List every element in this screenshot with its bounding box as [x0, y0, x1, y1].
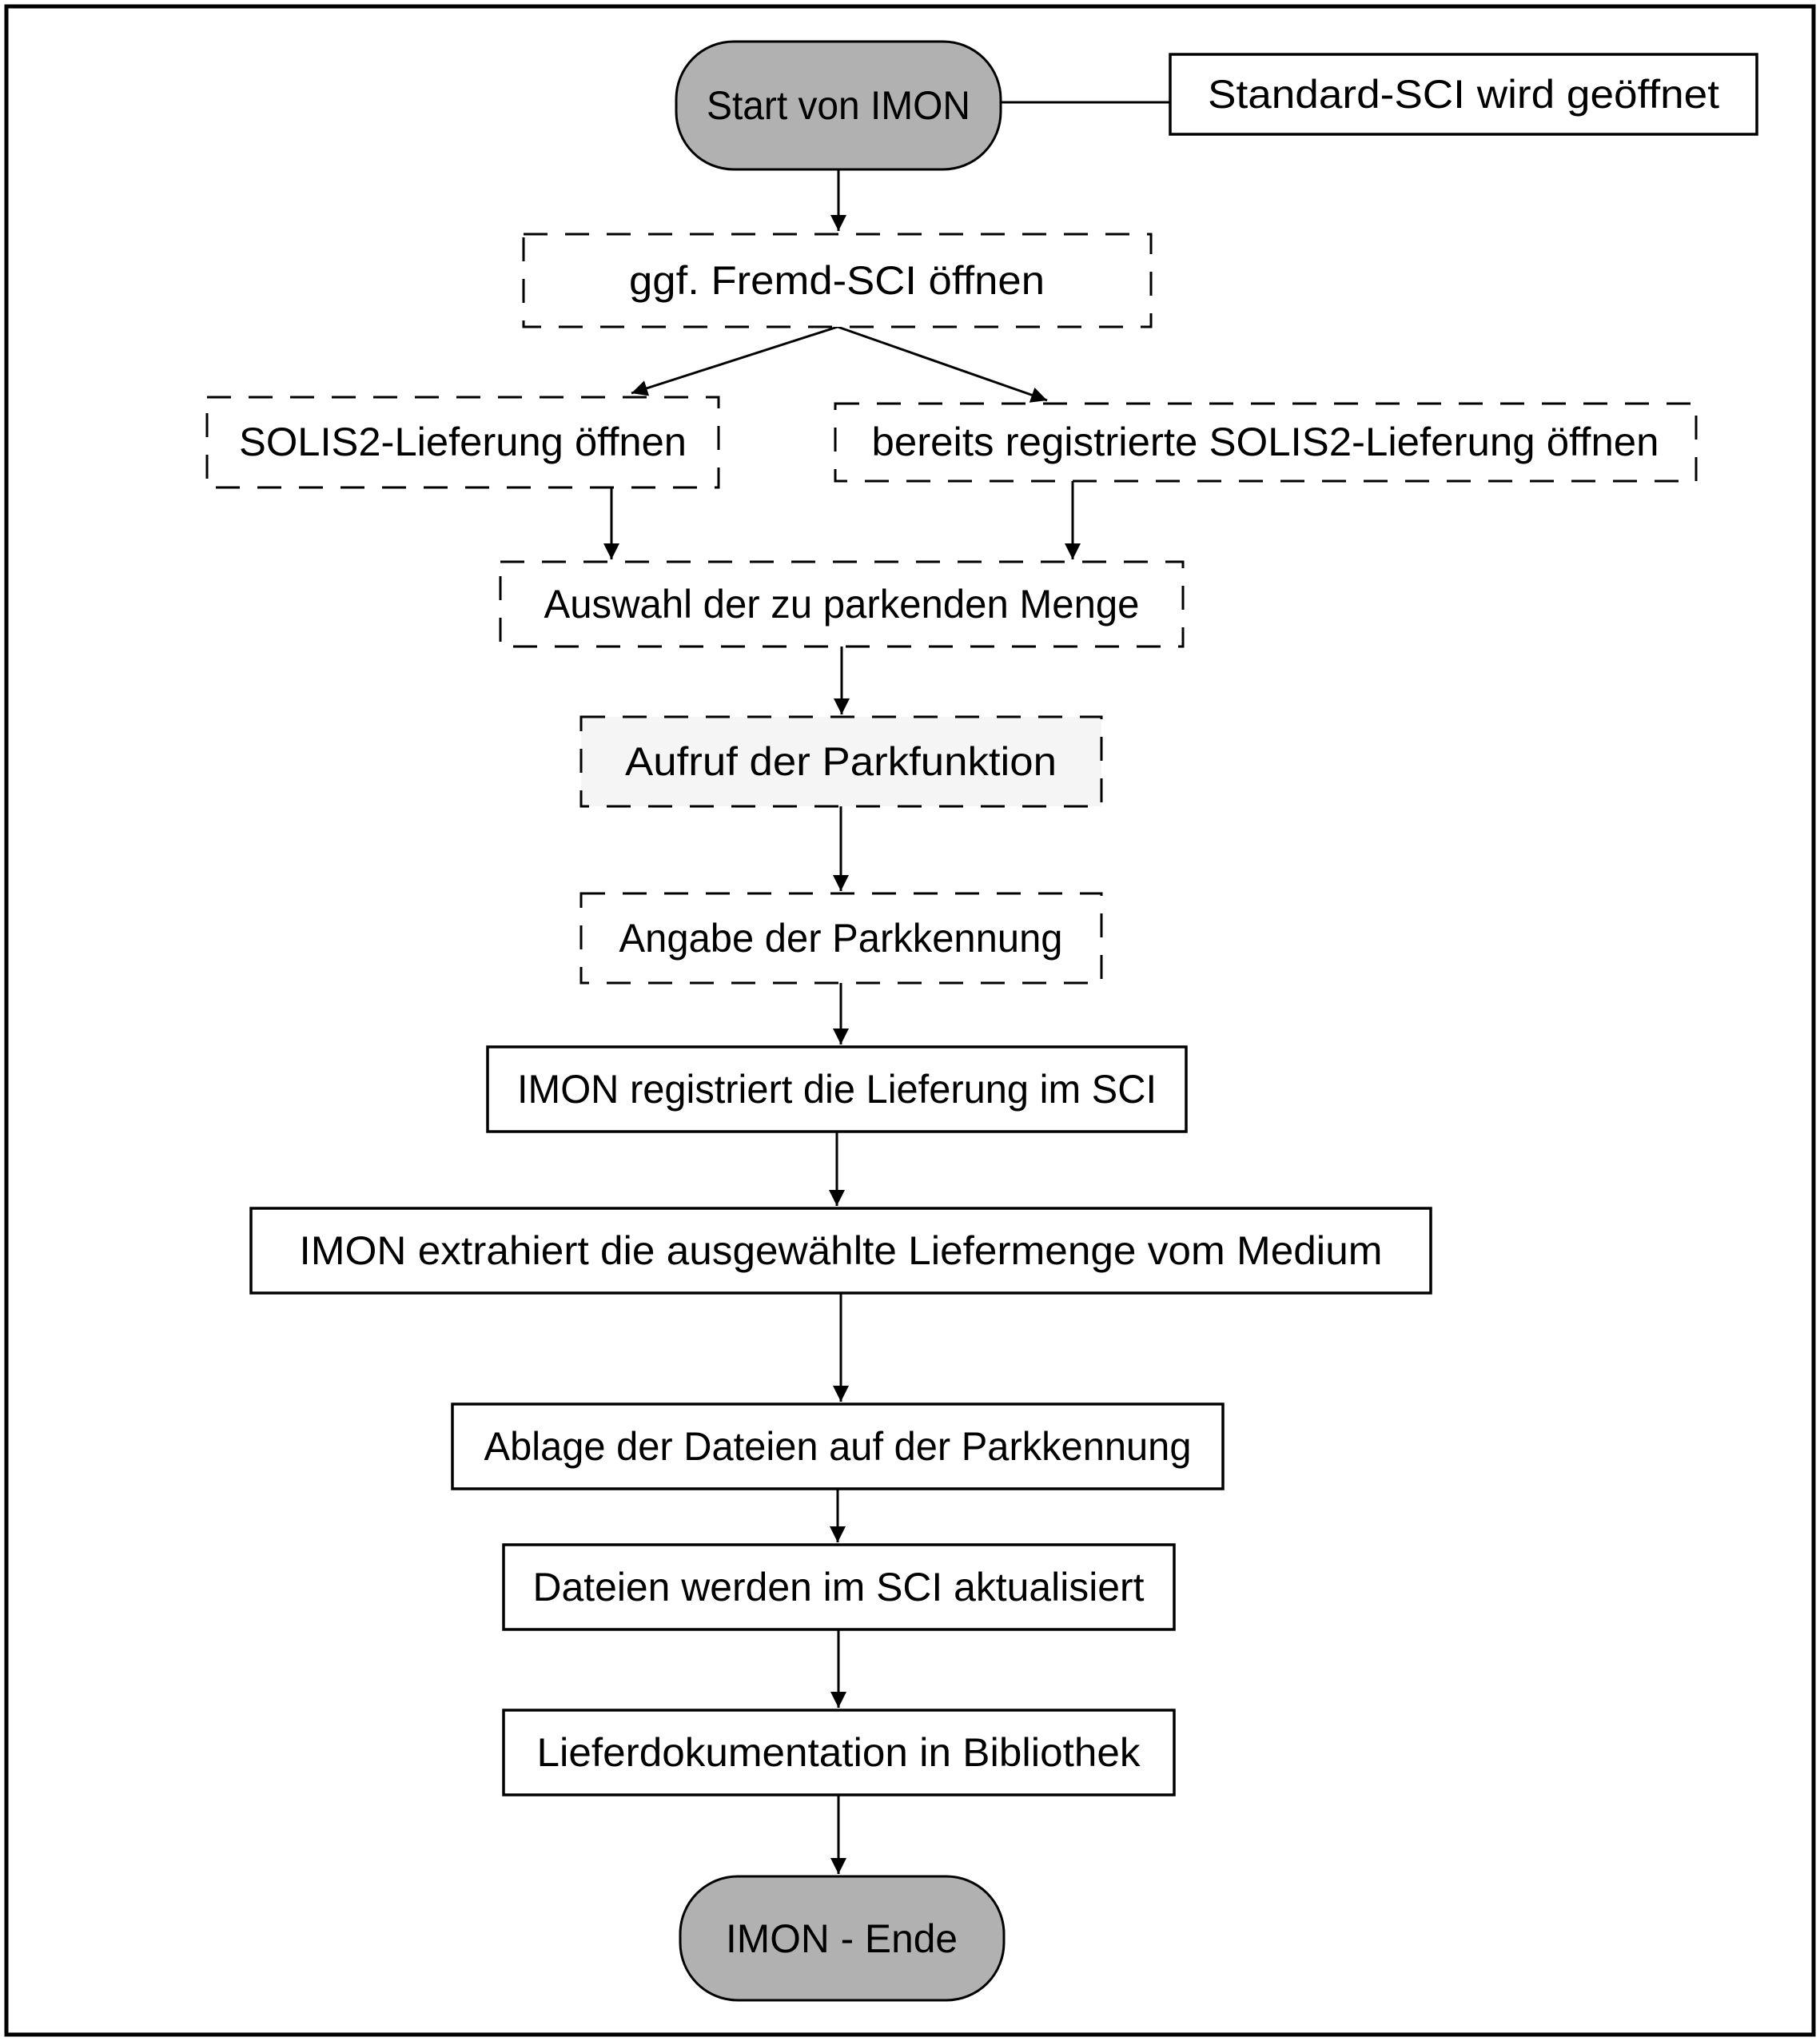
start-node: [676, 42, 1001, 169]
fremd-sci-node: [524, 234, 1151, 327]
dateien-aktualisiert-label: Dateien werden im SCI aktualisiert: [532, 1565, 1145, 1609]
end-node: [680, 1876, 1004, 2000]
arrow-fremd-sci-to-solis2-open: [631, 327, 838, 393]
solis2-open-label: SOLIS2-Lieferung öffnen: [239, 420, 687, 464]
arrow-fremd-sci-to-solis2-registered-open: [838, 327, 1047, 400]
auswahl-menge-label: Auswahl der zu parkenden Menge: [544, 582, 1140, 627]
end-node-label: IMON - Ende: [726, 1916, 958, 1961]
lieferdokumentation-label: Lieferdokumentation in Bibliothek: [536, 1730, 1141, 1775]
solis2-registered-open-node: [835, 404, 1696, 481]
standard-sci-node: [1170, 54, 1757, 134]
aufruf-parkfunktion-node: [581, 717, 1101, 806]
fremd-sci-label: ggf. Fremd-SCI öffnen: [629, 258, 1045, 303]
angabe-parkkennung-label: Angabe der Parkkennung: [619, 916, 1063, 961]
auswahl-menge-node: [500, 562, 1183, 647]
ablage-dateien-node: [452, 1404, 1223, 1489]
solis2-registered-open-label: bereits registrierte SOLIS2-Lieferung öffnen: [871, 420, 1659, 464]
imon-registriert-label: IMON registriert die Lieferung im SCI: [517, 1067, 1157, 1112]
imon-registriert-node: [488, 1047, 1186, 1132]
solis2-open-node: [207, 397, 719, 487]
angabe-parkkennung-node: [581, 893, 1101, 983]
ablage-dateien-label: Ablage der Dateien auf der Parkkennung: [484, 1424, 1192, 1469]
imon-extrahiert-label: IMON extrahiert die ausgewählte Liefermenge vom Medium: [299, 1228, 1383, 1273]
imon-extrahiert-node: [251, 1208, 1431, 1293]
dateien-aktualisiert-node: [504, 1545, 1174, 1629]
lieferdokumentation-node: [504, 1710, 1174, 1795]
standard-sci-label: Standard-SCI wird geöffnet: [1208, 72, 1720, 117]
aufruf-parkfunktion-label: Aufruf der Parkfunktion: [625, 739, 1057, 784]
start-node-label: Start von IMON: [707, 83, 970, 128]
